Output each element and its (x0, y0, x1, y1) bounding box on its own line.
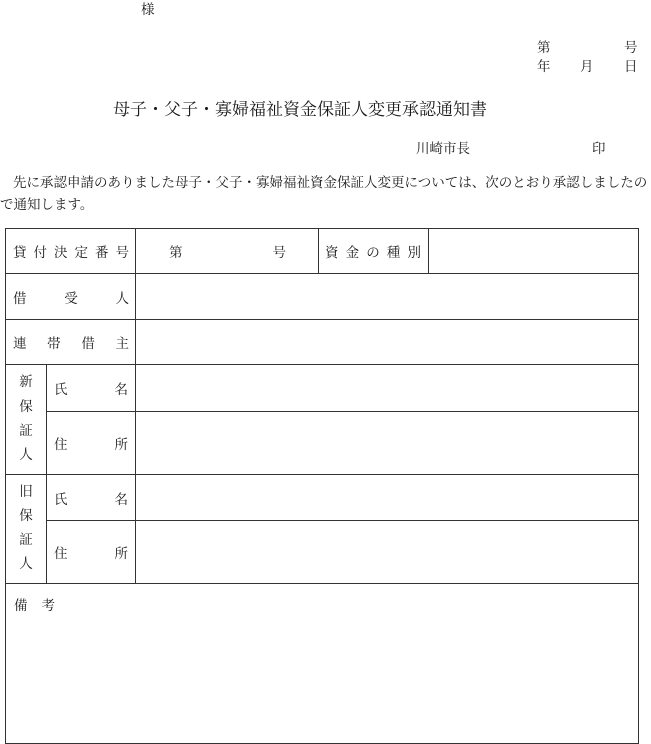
label-char: 帯 (47, 336, 61, 352)
honorific: 様 (141, 2, 155, 18)
label-char: 貸 (13, 245, 27, 261)
label-char: 名 (114, 382, 128, 399)
label-char: 付 (33, 245, 47, 261)
label-char: 定 (74, 245, 88, 261)
label-char: 連 (13, 336, 27, 352)
old-guarantor-name-label (47, 475, 136, 521)
label-char: 名 (114, 491, 128, 508)
fund-type-label (319, 229, 429, 274)
number-suffix: 号 (624, 40, 638, 56)
label-char: 受 (64, 290, 78, 307)
label-char: 氏 (54, 491, 68, 508)
notes-row (6, 584, 639, 744)
label-char: 人 (115, 290, 129, 307)
label-char: 所 (114, 546, 128, 563)
label-char: 保 (19, 508, 33, 525)
joint-borrower-label (6, 320, 136, 365)
label-char: 種 (386, 245, 401, 261)
loan-number-field[interactable] (136, 229, 319, 274)
label-char: 人 (19, 447, 33, 464)
new-guarantor-name-field[interactable] (136, 365, 639, 412)
date-day: 日 (624, 59, 638, 75)
label-char: 借 (81, 336, 95, 352)
document-title: 母子・父子・寡婦福祉資金保証人変更承認通知書 (113, 100, 487, 120)
label-char: 借 (13, 290, 27, 307)
label-char: 保 (19, 398, 33, 415)
label-char: 所 (114, 437, 128, 454)
label-char: 新 (19, 374, 33, 391)
label-char: 資 (325, 245, 339, 261)
borrower-row (6, 274, 639, 320)
new-guarantor-address-row (6, 412, 639, 475)
label-char: 氏 (54, 382, 68, 399)
intro-paragraph (0, 172, 651, 216)
old-guarantor-name-field[interactable] (136, 475, 639, 521)
loan-number-label (6, 229, 136, 274)
label-char: 証 (19, 532, 33, 549)
approval-form-table (5, 228, 639, 744)
label-char: 人 (19, 556, 33, 573)
number-prefix: 第 (537, 40, 551, 56)
new-guarantor-address-label (47, 412, 136, 475)
borrower-label (6, 274, 136, 320)
date-year: 年 (537, 59, 551, 75)
new-guarantor-name-row (6, 365, 639, 412)
date-month: 月 (580, 59, 594, 75)
label-char: 番 (95, 245, 109, 261)
old-guarantor-name-row (6, 475, 639, 521)
loan-number-row (6, 229, 639, 274)
intro-text: 先に承認申請のありました母子・父子・寡婦福祉資金保証人変更については、次のとおり承認しましたので通知します。 (0, 175, 648, 213)
joint-borrower-field[interactable] (136, 320, 639, 365)
issuer-name: 川崎市長 (416, 141, 470, 157)
notes-field[interactable] (6, 584, 639, 744)
new-guarantor-address-field[interactable] (136, 412, 639, 475)
borrower-field[interactable] (136, 274, 639, 320)
seal-mark: 印 (592, 141, 606, 157)
label-char: 別 (407, 245, 421, 261)
old-guarantor-address-row (6, 521, 639, 584)
label-char: 住 (54, 437, 68, 454)
loan-number-prefix: 第 (169, 245, 183, 261)
new-guarantor-label (6, 365, 47, 475)
label-char: の (366, 245, 380, 261)
loan-number-suffix: 号 (272, 245, 286, 261)
new-guarantor-name-label (47, 365, 136, 412)
old-guarantor-address-field[interactable] (136, 521, 639, 584)
fund-type-field[interactable] (429, 229, 639, 274)
label-char: 主 (115, 336, 129, 352)
old-guarantor-address-label (47, 521, 136, 584)
label-char: 決 (54, 245, 68, 261)
label-char: 証 (19, 422, 33, 439)
label-char: 号 (115, 245, 129, 261)
label-char: 旧 (19, 484, 33, 501)
label-char: 金 (345, 245, 360, 261)
notes-label: 備考 (14, 598, 69, 614)
joint-borrower-row (6, 320, 639, 365)
old-guarantor-label (6, 475, 47, 584)
label-char: 住 (54, 546, 68, 563)
